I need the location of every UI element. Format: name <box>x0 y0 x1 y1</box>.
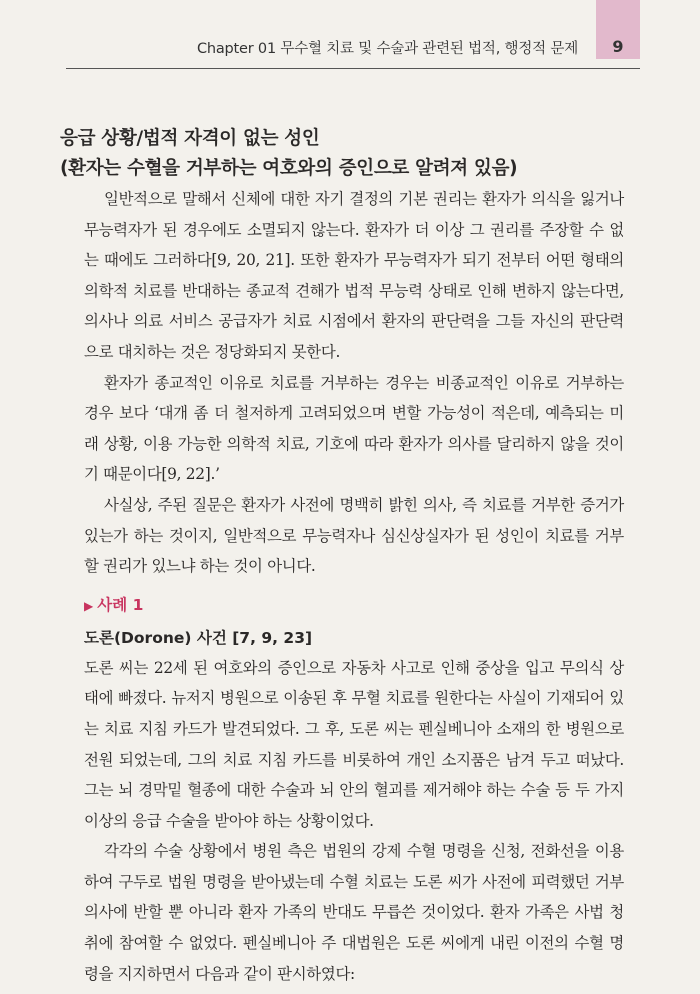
section-subtitle: (환자는 수혈을 거부하는 여호와의 증인으로 알려져 있음) <box>60 158 518 179</box>
triangle-marker-icon: ▶ <box>84 598 94 613</box>
running-header: Chapter 01 무수혈 치료 및 수술과 관련된 법적, 행정적 문제 <box>196 41 578 57</box>
section-title: 응급 상황/법적 자격이 없는 성인 <box>60 128 320 149</box>
case-label <box>84 590 624 621</box>
page-body <box>60 124 624 989</box>
paragraph: 일반적으로 말해서 신체에 대한 자기 결정의 기본 권리는 환자가 의식을 잃거나 무능력자가 된 경우에도 소멸되지 않는다. 환자가 더 이상 그 권리를 주장할 수 없는 때에도 그러하다[9, 20, 21]. 또한 환자가 무능력자가 되기 전부터 어떤 형태의 의학적 치료를 반대하는 종교적 견해가 법적 무능력 상태로 인해 변하지 않는다면, 의사나 의료 서비스 공급자가 치료 시점에서 환자의 판단력을 그들 자신의 판단력으로 대치하는 것은 정당화되지 못한다. <box>84 190 624 361</box>
case-paragraph: 도론 씨는 22세 된 여호와의 증인으로 자동차 사고로 인해 중상을 입고 무의식 상태에 빠졌다. 뉴저지 병원으로 이송된 후 무혈 치료를 원한다는 사실이 기재되어 있는 치료 지침 카드가 발견되었다. 그 후, 도론 씨는 펜실베니아 소재의 한 병원으로 전원 되었는데, 그의 치료 지침 카드를 비롯하여 개인 소지품은 남겨 두고 떠났다. 그는 뇌 경막밑 혈종에 대한 수술과 뇌 안의 혈괴를 제거해야 하는 수술 등 두 가지 이상의 응급 수술을 받아야 하는 상황이었다. <box>84 658 624 830</box>
case-paragraph: 각각의 수술 상황에서 병원 측은 법원의 강제 수혈 명령을 신청, 전화선을 이용하여 구두로 법원 명령을 받아냈는데 수혈 치료는 도론 씨가 사전에 피력했던 거부 의사에 반할 뿐 아니라 환자 가족의 반대도 무릅쓴 것이었다. 환자 가족은 사법 청취에 참여할 수 없었다. 펜실베니아 주 대법원은 도론 씨에게 내린 이전의 수혈 명령을 지지하면서 다음과 같이 판시하였다: <box>84 842 624 983</box>
case-heading: 도론(Dorone) 사건 [7, 9, 23] <box>84 628 313 647</box>
case-label-text: 사례 1 <box>97 595 144 614</box>
paragraph: 사실상, 주된 질문은 환자가 사전에 명백히 밝힌 의사, 즉 치료를 거부한 증거가 있는가 하는 것이지, 일반적으로 무능력자나 심신상실자가 된 성인이 치료를 거부할 권리가 있느냐 하는 것이 아니다. <box>84 495 624 576</box>
paragraph: 환자가 종교적인 이유로 치료를 거부하는 경우는 비종교적인 이유로 거부하는 경우 보다 ‘대개 좀 더 철저하게 고려되었으며 변할 가능성이 적은데, 예측되는 미래 상황, 이용 가능한 의학적 치료, 기호에 따라 환자가 의사를 달리하지 않을 것이기 때문이다[9, 22].’ <box>84 373 624 484</box>
page-header <box>0 35 700 59</box>
header-rule <box>66 68 640 69</box>
page-number: 9 <box>612 37 624 56</box>
